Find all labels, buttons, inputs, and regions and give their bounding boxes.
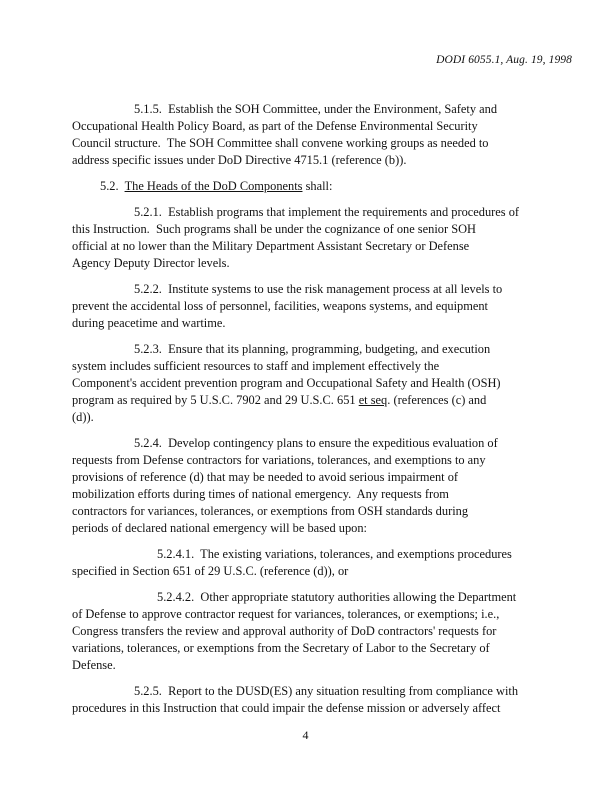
- para-5-2-1: [72, 204, 554, 272]
- text-line: [72, 152, 554, 169]
- text-segment: variations, tolerances, or exemptions from the Secretary of Labor to the Secretary of: [72, 641, 490, 655]
- text-line: [72, 623, 554, 640]
- para-5-2-2: [72, 281, 554, 332]
- text-line: [72, 589, 554, 606]
- text-line: [72, 546, 554, 563]
- para-5-2-4: [72, 435, 554, 537]
- text-segment: 5.2.4.1. The existing variations, tolerances, and exemptions procedures: [157, 547, 512, 561]
- text-line: [72, 640, 554, 657]
- text-segment: Agency Deputy Director levels.: [72, 256, 230, 270]
- text-segment: Component's accident prevention program and Occupational Safety and Health (OSH): [72, 376, 501, 390]
- text-segment: Council structure. The SOH Committee shall convene working groups as needed to: [72, 136, 489, 150]
- text-line: [72, 486, 554, 503]
- text-segment: Congress transfers the review and approval authority of DoD contractors' requests for: [72, 624, 497, 638]
- text-segment: address specific issues under DoD Directive 4715.1 (reference (b)).: [72, 153, 407, 167]
- text-segment: mobilization efforts during times of national emergency. Any requests from: [72, 487, 449, 501]
- text-segment: 5.2.2. Institute systems to use the risk management process at all levels to: [134, 282, 503, 296]
- text-line: [72, 178, 554, 195]
- text-segment: . (references (c) and: [387, 393, 487, 407]
- text-line: [72, 118, 554, 135]
- document-body: [72, 101, 554, 726]
- document-reference: DODI 6055.1, Aug. 19, 1998: [436, 54, 572, 66]
- text-segment: official at no lower than the Military Department Assistant Secretary or Defense: [72, 239, 470, 253]
- text-segment: prevent the accidental loss of personnel, facilities, weapons systems, and equipment: [72, 299, 488, 313]
- para-5-1-5: [72, 101, 554, 169]
- text-segment: periods of declared national emergency will be based upon:: [72, 521, 367, 535]
- text-line: [72, 238, 554, 255]
- text-segment: 5.2.4. Develop contingency plans to ensure the expeditious evaluation of: [134, 436, 498, 450]
- para-5-2-4-1: [72, 546, 554, 580]
- text-segment: procedures in this Instruction that could impair the defense mission or adversely affect: [72, 701, 501, 715]
- text-segment: shall:: [302, 179, 333, 193]
- text-line: [72, 341, 554, 358]
- para-5-2: [72, 178, 554, 195]
- underlined-text: et seq: [358, 393, 388, 407]
- text-segment: program as required by 5 U.S.C. 7902 and 29 U.S.C. 651: [72, 393, 359, 407]
- text-segment: during peacetime and wartime.: [72, 316, 226, 330]
- para-5-2-5: [72, 683, 554, 717]
- text-line: [72, 563, 554, 580]
- text-line: [72, 298, 554, 315]
- text-line: [72, 520, 554, 537]
- underlined-text: The Heads of the DoD Components: [124, 179, 303, 193]
- text-segment: 5.2.5. Report to the DUSD(ES) any situation resulting from compliance with: [134, 684, 519, 698]
- text-segment: 5.2.1. Establish programs that implement the requirements and procedures of: [134, 205, 520, 219]
- text-line: [72, 469, 554, 486]
- text-segment: 5.2.4.2. Other appropriate statutory authorities allowing the Department: [157, 590, 517, 604]
- text-line: [72, 657, 554, 674]
- text-line: [72, 375, 554, 392]
- text-line: [72, 255, 554, 272]
- text-segment: 5.2.: [100, 179, 125, 193]
- text-line: [72, 503, 554, 520]
- text-segment: this Instruction. Such programs shall be under the cognizance of one senior SOH: [72, 222, 476, 236]
- text-line: [72, 101, 554, 118]
- text-segment: Defense.: [72, 658, 116, 672]
- text-line: [72, 606, 554, 623]
- text-line: [72, 392, 554, 409]
- text-line: [72, 281, 554, 298]
- text-segment: (d)).: [72, 410, 94, 424]
- text-line: [72, 221, 554, 238]
- text-line: [72, 435, 554, 452]
- para-5-2-3: [72, 341, 554, 426]
- text-line: [72, 204, 554, 221]
- text-line: [72, 315, 554, 332]
- text-segment: contractors for variances, tolerances, or exemptions from OSH standards during: [72, 504, 469, 518]
- text-line: [72, 135, 554, 152]
- page-number: 4: [302, 728, 309, 742]
- text-segment: provisions of reference (d) that may be needed to avoid serious impairment of: [72, 470, 459, 484]
- text-line: [72, 358, 554, 375]
- text-segment: of Defense to approve contractor request for variances, tolerances, or exemptions; i.e.,: [72, 607, 500, 621]
- text-segment: 5.2.3. Ensure that its planning, programming, budgeting, and execution: [134, 342, 491, 356]
- text-segment: 5.1.5. Establish the SOH Committee, under the Environment, Safety and: [134, 102, 498, 116]
- text-segment: system includes sufficient resources to staff and implement effectively the: [72, 359, 440, 373]
- text-line: [72, 700, 554, 717]
- text-line: [72, 409, 554, 426]
- text-line: [72, 683, 554, 700]
- text-segment: specified in Section 651 of 29 U.S.C. (reference (d)), or: [72, 564, 349, 578]
- text-segment: requests from Defense contractors for variations, tolerances, and exemptions to any: [72, 453, 486, 467]
- text-segment: Occupational Health Policy Board, as part of the Defense Environmental Security: [72, 119, 478, 133]
- para-5-2-4-2: [72, 589, 554, 674]
- text-line: [72, 452, 554, 469]
